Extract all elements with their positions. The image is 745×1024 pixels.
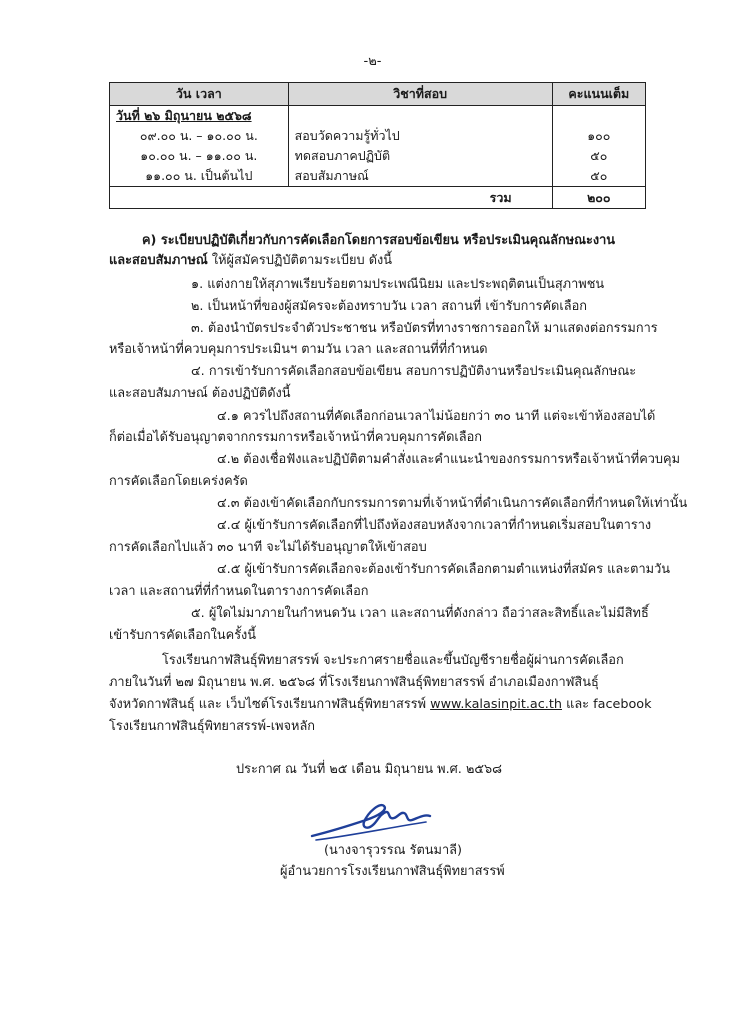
rule-item-4-1: ๔.๑ ควรไปถึงสถานที่คัดเลือกก่อนเวลาไม่น้อยกว่า ๓๐ นาที แต่จะเข้าห้องสอบได้ bbox=[217, 409, 656, 424]
row-time: ๑๑.๐๐ น. เป็นต้นไป bbox=[110, 166, 289, 187]
announcement-line-3: จังหวัดกาฬสินธุ์ และ เว็บไซต์โรงเรียนกาฬสินธุ์พิทยาสรรพ์ www.kalasinpit.ac.th และ facebook bbox=[109, 697, 652, 712]
exam-schedule-table bbox=[109, 82, 646, 209]
table-date-row bbox=[110, 106, 646, 127]
rule-item-4-2: ๔.๒ ต้องเชื่อฟังและปฏิบัติตามคำสั่งและคำแนะนำของกรรมการหรือเจ้าหน้าที่ควบคุม bbox=[217, 452, 681, 467]
section-c-heading-cont: และสอบสัมภาษณ์ ให้ผู้สมัครปฏิบัติตามระเบียบ ดังนี้ bbox=[109, 253, 393, 268]
row-subject: สอบวัดความรู้ทั่วไป bbox=[288, 126, 552, 146]
announcement-line-4: โรงเรียนกาฬสินธุ์พิทยาสรรพ์-เพจหลัก bbox=[109, 719, 316, 734]
signer-position: ผู้อำนวยการโรงเรียนกาฬสินธุ์พิทยาสรรพ์ bbox=[280, 864, 505, 879]
table-total-row bbox=[110, 187, 646, 209]
announcement-date: ประกาศ ณ วันที่ ๒๕ เดือน มิถุนายน พ.ศ. ๒๕๖๘ bbox=[236, 762, 503, 777]
table-row bbox=[110, 166, 646, 187]
page-number: -๒- bbox=[363, 54, 382, 69]
rule-item-4-1-cont: ก็ต่อเมื่อได้รับอนุญาตจากกรรมการหรือเจ้าหน้าที่ควบคุมการคัดเลือก bbox=[109, 430, 483, 445]
total-value: ๒๐๐ bbox=[552, 187, 645, 209]
website-link[interactable]: www.kalasinpit.ac.th bbox=[430, 697, 562, 712]
rule-item-4-5: ๔.๕ ผู้เข้ารับการคัดเลือกจะต้องเข้ารับการคัดเลือกตามตำแหน่งที่สมัคร และตามวัน bbox=[217, 562, 671, 577]
row-score: ๕๐ bbox=[552, 166, 645, 187]
row-score: ๑๐๐ bbox=[552, 126, 645, 146]
rule-item-4-cont: และสอบสัมภาษณ์ ต้องปฏิบัติดังนี้ bbox=[109, 386, 291, 401]
row-time: ๐๙.๐๐ น. – ๑๐.๐๐ น. bbox=[110, 126, 289, 146]
row-score: ๕๐ bbox=[552, 146, 645, 166]
signer-name: (นางจารุวรรณ รัตนมาลี) bbox=[324, 843, 462, 858]
header-subject: วิชาที่สอบ bbox=[288, 83, 552, 106]
rule-item-4: ๔. การเข้ารับการคัดเลือกสอบข้อเขียน สอบการปฏิบัติงานหรือประเมินคุณลักษณะ bbox=[191, 364, 637, 379]
rule-item-4-4-cont: การคัดเลือกไปแล้ว ๓๐ นาที จะไม่ได้รับอนุญาตให้เข้าสอบ bbox=[109, 540, 427, 555]
rule-item-3-cont: หรือเจ้าหน้าที่ควบคุมการประเมินฯ ตามวัน เวลา และสถานที่ที่กำหนด bbox=[109, 342, 488, 357]
row-time: ๑๐.๐๐ น. – ๑๑.๐๐ น. bbox=[110, 146, 289, 166]
row-subject: สอบสัมภาษณ์ bbox=[288, 166, 552, 187]
rule-item-1: ๑. แต่งกายให้สุภาพเรียบร้อยตามประเพณีนิยม และประพฤติตนเป็นสุภาพชน bbox=[191, 277, 605, 292]
table-header-row bbox=[110, 83, 646, 106]
rule-item-5: ๕. ผู้ใดไม่มาภายในกำหนดวัน เวลา และสถานที่ดังกล่าว ถือว่าสละสิทธิ์และไม่มีสิทธิ์ bbox=[191, 606, 649, 621]
header-time: วัน เวลา bbox=[110, 83, 289, 106]
announcement-line-2: ภายในวันที่ ๒๗ มิถุนายน พ.ศ. ๒๕๖๘ ที่โรงเรียนกาฬสินธุ์พิทยาสรรพ์ อำเภอเมืองกาฬสินธุ์ bbox=[109, 675, 599, 690]
table-row bbox=[110, 126, 646, 146]
rule-item-4-5-cont: เวลา และสถานที่ที่กำหนดในตารางการคัดเลือก bbox=[109, 584, 369, 599]
rule-item-5-cont: เข้ารับการคัดเลือกในครั้งนี้ bbox=[109, 628, 257, 643]
row-subject: ทดสอบภาคปฏิบัติ bbox=[288, 146, 552, 166]
rule-item-4-4: ๔.๔ ผู้เข้ารับการคัดเลือกที่ไปถึงห้องสอบหลังจากเวลาที่กำหนดเริ่มสอบในตาราง bbox=[217, 518, 652, 533]
exam-date: วันที่ ๒๖ มิถุนายน ๒๕๖๘ bbox=[116, 108, 252, 123]
total-label: รวม bbox=[110, 187, 553, 209]
rule-item-4-3: ๔.๓ ต้องเข้าคัดเลือกกับกรรมการตามที่เจ้าหน้าที่ดำเนินการคัดเลือกที่กำหนดให้เท่านั้น bbox=[217, 496, 688, 511]
announcement-line-1: โรงเรียนกาฬสินธุ์พิทยาสรรพ์ จะประกาศรายชื่อและขึ้นบัญชีรายชื่อผู้ผ่านการคัดเลือก bbox=[162, 653, 624, 668]
signature-image bbox=[308, 796, 438, 844]
table-row bbox=[110, 146, 646, 166]
section-c-heading: ค) ระเบียบปฏิบัติเกี่ยวกับการคัดเลือกโดยการสอบข้อเขียน หรือประเมินคุณลักษณะงาน bbox=[142, 233, 616, 248]
rule-item-3: ๓. ต้องนำบัตรประจำตัวประชาชน หรือบัตรที่ทางราชการออกให้ มาแสดงต่อกรรมการ bbox=[191, 321, 658, 336]
header-score: คะแนนเต็ม bbox=[552, 83, 645, 106]
rule-item-2: ๒. เป็นหน้าที่ของผู้สมัครจะต้องทราบวัน เวลา สถานที่ เข้ารับการคัดเลือก bbox=[191, 299, 587, 314]
rule-item-4-2-cont: การคัดเลือกโดยเคร่งครัด bbox=[109, 474, 248, 489]
